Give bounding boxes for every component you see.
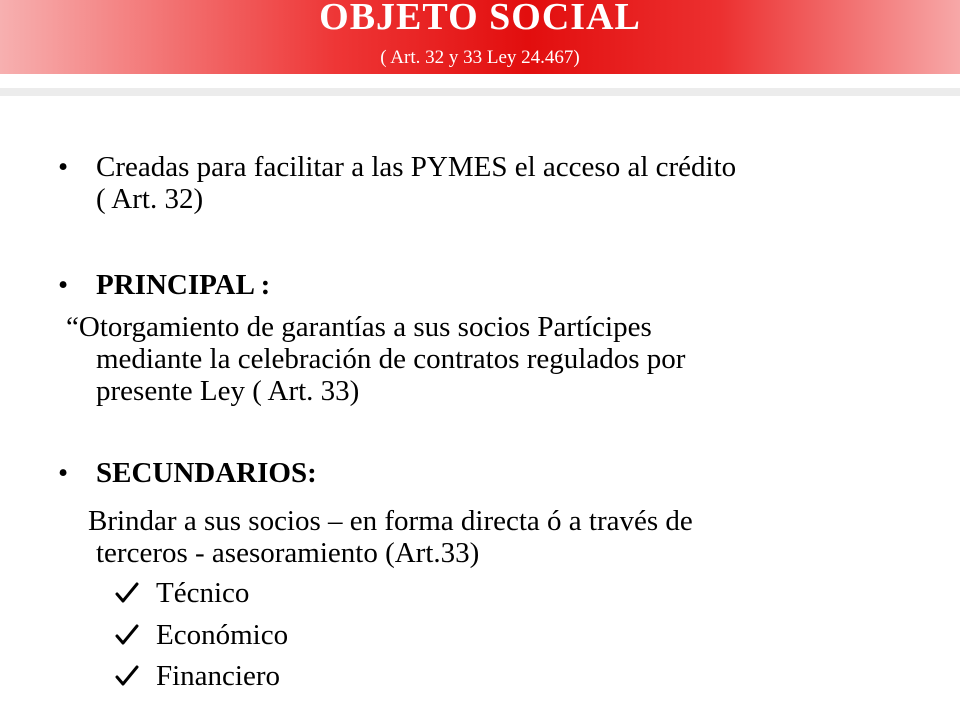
checklist-item: Económico <box>156 619 289 651</box>
principal-text-line: “Otorgamiento de garantías a sus socios Partícipes <box>66 311 652 343</box>
bullet-marker: • <box>58 457 69 489</box>
checklist-item: Técnico <box>156 577 250 609</box>
bullet-text-line: Creadas para facilitar a las PYMES el acceso al crédito <box>96 151 737 183</box>
header-divider <box>0 88 960 96</box>
principal-text-line: presente Ley ( Art. 33) <box>96 375 360 407</box>
checkmark-icon <box>114 663 140 689</box>
bullet-marker: • <box>58 269 69 301</box>
bullet-text-line: ( Art. 32) <box>96 183 204 215</box>
secundarios-heading: SECUNDARIOS: <box>96 457 317 489</box>
secundarios-text-line: Brindar a sus socios – en forma directa ó a través de <box>88 505 693 537</box>
principal-text-line: mediante la celebración de contratos regulados por <box>96 343 686 375</box>
slide-subtitle: ( Art. 32 y 33 Ley 24.467) <box>380 47 580 68</box>
checklist-item: Financiero <box>156 660 281 692</box>
slide-title: OBJETO SOCIAL <box>319 0 641 38</box>
secundarios-text-line: terceros - asesoramiento (Art.33) <box>96 537 480 569</box>
bullet-marker: • <box>58 151 69 183</box>
checkmark-icon <box>114 580 140 606</box>
checkmark-icon <box>114 622 140 648</box>
principal-heading: PRINCIPAL : <box>96 269 271 301</box>
